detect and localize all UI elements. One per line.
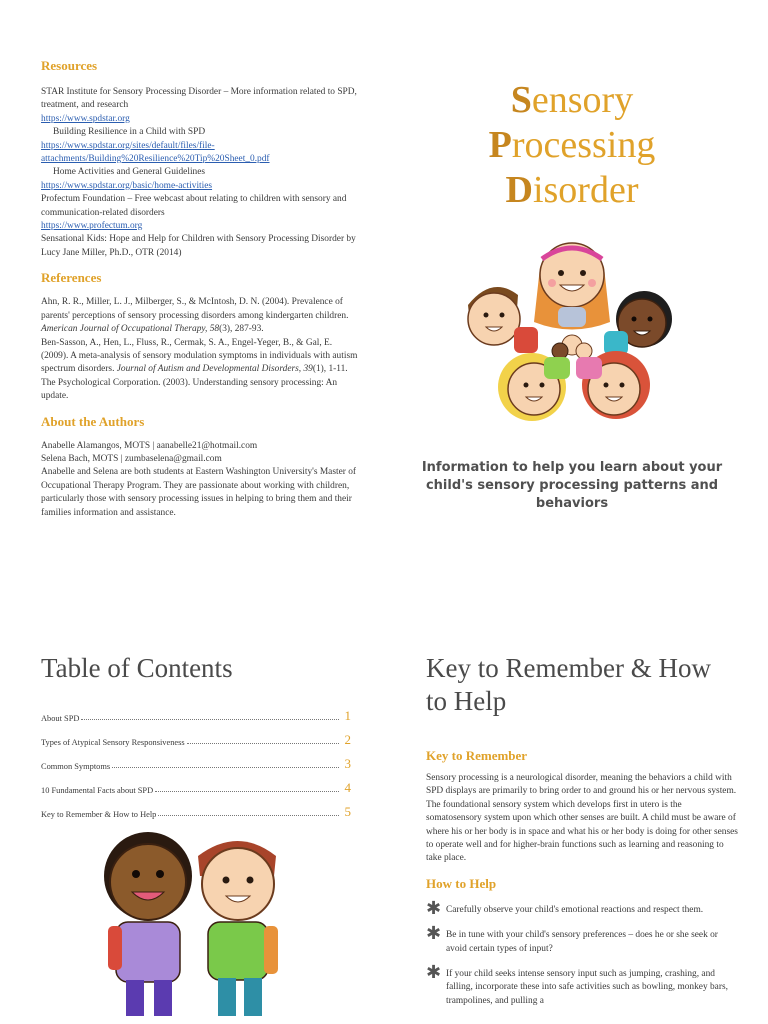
toc-title: Table of Contents	[41, 653, 233, 683]
kids-walking-illustration	[98, 826, 298, 1024]
resource-item: Sensational Kids: Hope and Help for Children with Sensory Processing Disorder by Lucy Jane Miller, Ph.D., OTR (2014)	[41, 234, 356, 258]
resource-item: Home Activities and General Guidelines	[53, 167, 206, 178]
authors-bio: Anabelle and Selena are both students at Eastern Washington University's Master of Occupational Therapy Program. They are passionate about working with children, particularly those with sensory processing issues in helping to bring them and their families information and assistance.	[41, 467, 357, 518]
toc-item-key[interactable]: Key to Remember & How to Help 5	[41, 804, 351, 819]
references-heading: References	[41, 270, 102, 286]
authors-heading: About the Authors	[41, 413, 145, 429]
key-body: Sensory processing is a neurological disorder, meaning the behaviors a child with SPD displays are primarily to bring order to and ground his or her nervous system. The foundational sensory system which develops first in utero is the somatosensory system upon which other senses are built. A child must be aware of where his or her body is in space and what his or her body is doing for other senses to operate well and for higher-brain functions such as learning and reasoning to take place.	[426, 773, 738, 864]
key-title: Key to Remember & How to Help	[426, 653, 711, 716]
reference-item: Ahn, R. R., Miller, L. J., Milberger, S., & McIntosh, D. N. (2004). Prevalence of parents' perceptions of sensory processing disorders among kindergarten children. American Journal of Occupational Therapy, 58(3), 287-93.	[41, 297, 349, 335]
table-of-contents-panel	[41, 652, 351, 819]
references-list	[41, 296, 359, 403]
toc-list	[41, 699, 351, 819]
resource-link[interactable]: https://www.spdstar.org/basic/home-activities	[41, 180, 213, 191]
reference-item: Ben-Sasson, A., Hen, L., Fluss, R., Cermak, S. A., Engel-Yeger, B., & Gal, E. (2009). A meta-analysis of sensory modulation symptoms in individuals with autism spectrum disorders. Journal of Autism and Developmental Disorders, 39(1), 1-11.	[41, 337, 358, 375]
asterisk-icon: ✱	[426, 962, 442, 984]
help-item: ✱ If your child seeks intense sensory input such as jumping, crashing, and falling, incorporate these into safe activities such as bowling, monkey bars, trampolines, and pulling a	[426, 966, 738, 1008]
resource-item: Profectum Foundation – Free webcast about relating to children with sensory and communication-related disorders	[41, 194, 347, 218]
how-to-help-heading: How to Help	[426, 875, 497, 891]
resource-link[interactable]: https://www.profectum.org	[41, 221, 143, 232]
resource-link[interactable]: https://www.spdstar.org	[41, 113, 130, 124]
toc-item-about-spd[interactable]: About SPD 1	[41, 708, 351, 723]
toc-item-facts[interactable]: 10 Fundamental Facts about SPD 4	[41, 780, 351, 795]
reference-item: The Psychological Corporation. (2003). Understanding sensory processing: An update.	[41, 377, 338, 402]
cover-title: Sensory Processing Disorder	[488, 79, 656, 211]
toc-item-symptoms[interactable]: Common Symptoms 3	[41, 756, 351, 771]
toc-item-types[interactable]: Types of Atypical Sensory Responsiveness 2	[41, 732, 351, 747]
help-item: ✱ Be in tune with your child's sensory preferences – does he or she seek or avoid certain types of input?	[426, 927, 738, 956]
resource-item: STAR Institute for Sensory Processing Disorder – More information related to SPD, treatment, and research	[41, 87, 357, 111]
kids-circle-illustration	[452, 227, 692, 437]
help-item: ✱ Carefully observe your child's emotional reactions and respect them.	[426, 897, 704, 919]
resources-list	[41, 86, 359, 260]
asterisk-icon: ✱	[426, 897, 442, 919]
asterisk-icon: ✱	[426, 923, 442, 945]
back-cover-panel	[41, 58, 359, 520]
resources-heading: Resources	[41, 58, 98, 73]
authors-block	[41, 440, 359, 520]
help-list	[426, 897, 738, 1008]
cover-subtitle: Information to help you learn about your child's sensory processing patterns and behaviors	[421, 460, 723, 511]
key-to-remember-panel	[426, 652, 738, 1008]
resource-item: Building Resilience in a Child with SPD	[53, 127, 206, 138]
resource-link[interactable]: https://www.spdstar.org/sites/default/files/file-attachments/Building%20Resilience%20Tip%20Sheet_0.pdf	[41, 140, 270, 165]
author-line: Anabelle Alamangos, MOTS | aanabelle21@hotmail.com	[41, 440, 258, 451]
front-cover-panel	[404, 78, 740, 513]
author-line: Selena Bach, MOTS | zumbaselena@gmail.com	[41, 453, 222, 464]
key-subheading: Key to Remember	[426, 748, 528, 763]
